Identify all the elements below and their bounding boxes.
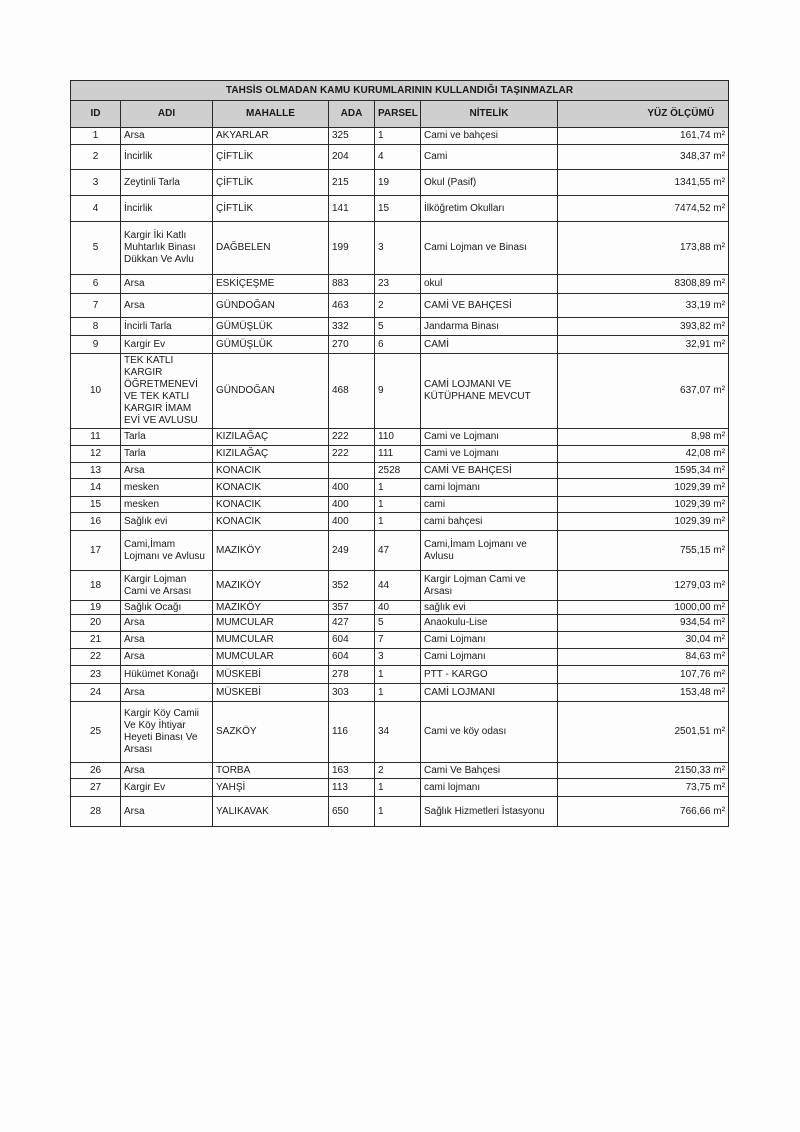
cell-id: 22 <box>71 649 121 666</box>
cell-ada: 303 <box>329 684 375 702</box>
table-row <box>71 479 729 497</box>
cell-adi: Arsa <box>121 797 213 827</box>
cell-ada: 116 <box>329 702 375 763</box>
cell-mahalle: ESKİÇEŞME <box>213 275 329 294</box>
header-mahalle: MAHALLE <box>213 101 329 128</box>
cell-nitelik: Cami ve bahçesi <box>421 128 558 145</box>
cell-yuz-olcumu: 173,88 m² <box>558 222 729 275</box>
cell-nitelik: Cami Ve Bahçesi <box>421 763 558 779</box>
cell-parsel: 34 <box>375 702 421 763</box>
table-row <box>71 222 729 275</box>
cell-adi: Tarla <box>121 446 213 463</box>
cell-yuz-olcumu: 1279,03 m² <box>558 571 729 601</box>
cell-id: 27 <box>71 779 121 797</box>
cell-adi: Arsa <box>121 128 213 145</box>
cell-id: 13 <box>71 463 121 479</box>
table-row <box>71 275 729 294</box>
cell-yuz-olcumu: 107,76 m² <box>558 666 729 684</box>
cell-parsel: 3 <box>375 222 421 275</box>
cell-parsel: 2 <box>375 294 421 318</box>
cell-id: 4 <box>71 196 121 222</box>
cell-parsel: 1 <box>375 128 421 145</box>
cell-ada: 222 <box>329 429 375 446</box>
cell-adi: Zeytinli Tarla <box>121 170 213 196</box>
table-row <box>71 463 729 479</box>
cell-yuz-olcumu: 42,08 m² <box>558 446 729 463</box>
cell-parsel: 4 <box>375 145 421 170</box>
cell-nitelik: Cami ve Lojmanı <box>421 446 558 463</box>
table-row <box>71 797 729 827</box>
cell-nitelik: İlköğretim Okulları <box>421 196 558 222</box>
cell-nitelik: Cami Lojman ve Binası <box>421 222 558 275</box>
cell-yuz-olcumu: 755,15 m² <box>558 531 729 571</box>
cell-ada: 113 <box>329 779 375 797</box>
cell-ada: 463 <box>329 294 375 318</box>
property-table <box>70 80 729 827</box>
cell-parsel: 1 <box>375 684 421 702</box>
cell-id: 25 <box>71 702 121 763</box>
cell-mahalle: KONACIK <box>213 497 329 513</box>
cell-id: 10 <box>71 354 121 429</box>
cell-ada: 141 <box>329 196 375 222</box>
cell-yuz-olcumu: 637,07 m² <box>558 354 729 429</box>
cell-mahalle: MÜSKEBİ <box>213 666 329 684</box>
table-row <box>71 196 729 222</box>
cell-ada: 325 <box>329 128 375 145</box>
cell-yuz-olcumu: 2150,33 m² <box>558 763 729 779</box>
cell-mahalle: ÇİFTLİK <box>213 145 329 170</box>
cell-parsel: 1 <box>375 666 421 684</box>
cell-ada: 400 <box>329 497 375 513</box>
cell-adi: Hükümet Konağı <box>121 666 213 684</box>
cell-mahalle: KIZILAĞAÇ <box>213 446 329 463</box>
header-yuz-olcumu: YÜZ ÖLÇÜMÜ <box>558 101 729 128</box>
table-title: TAHSİS OLMADAN KAMU KURUMLARININ KULLANDIĞI TAŞINMAZLAR <box>71 81 729 101</box>
cell-mahalle: KONACIK <box>213 513 329 531</box>
cell-nitelik: cami lojmanı <box>421 479 558 497</box>
table-row <box>71 615 729 632</box>
cell-id: 23 <box>71 666 121 684</box>
cell-adi: Arsa <box>121 763 213 779</box>
cell-parsel: 3 <box>375 649 421 666</box>
cell-adi: Arsa <box>121 463 213 479</box>
cell-nitelik: Kargir Lojman Cami ve Arsası <box>421 571 558 601</box>
cell-parsel: 1 <box>375 779 421 797</box>
cell-adi: Tarla <box>121 429 213 446</box>
cell-adi: Kargir Köy Camii Ve Köy İhtiyar Heyeti Binası Ve Arsası <box>121 702 213 763</box>
cell-mahalle: YAHŞİ <box>213 779 329 797</box>
cell-parsel: 5 <box>375 615 421 632</box>
cell-adi: Arsa <box>121 615 213 632</box>
cell-id: 14 <box>71 479 121 497</box>
cell-ada: 204 <box>329 145 375 170</box>
cell-yuz-olcumu: 934,54 m² <box>558 615 729 632</box>
cell-id: 12 <box>71 446 121 463</box>
cell-mahalle: MÜSKEBİ <box>213 684 329 702</box>
cell-ada: 400 <box>329 513 375 531</box>
table-row <box>71 429 729 446</box>
cell-adi: Arsa <box>121 275 213 294</box>
cell-yuz-olcumu: 1341,55 m² <box>558 170 729 196</box>
cell-ada: 427 <box>329 615 375 632</box>
cell-ada <box>329 463 375 479</box>
cell-id: 9 <box>71 336 121 354</box>
cell-nitelik: Cami,İmam Lojmanı ve Avlusu <box>421 531 558 571</box>
cell-id: 21 <box>71 632 121 649</box>
table-row <box>71 336 729 354</box>
cell-mahalle: ÇİFTLİK <box>213 170 329 196</box>
cell-mahalle: GÜMÜŞLÜK <box>213 336 329 354</box>
cell-parsel: 23 <box>375 275 421 294</box>
cell-nitelik: Jandarma Binası <box>421 318 558 336</box>
cell-yuz-olcumu: 2501,51 m² <box>558 702 729 763</box>
cell-parsel: 2528 <box>375 463 421 479</box>
cell-adi: Sağlık Ocağı <box>121 601 213 615</box>
cell-adi: Cami,İmam Lojmanı ve Avlusu <box>121 531 213 571</box>
cell-nitelik: cami <box>421 497 558 513</box>
cell-adi: Kargir Ev <box>121 336 213 354</box>
cell-ada: 352 <box>329 571 375 601</box>
cell-nitelik: Cami Lojmanı <box>421 649 558 666</box>
cell-parsel: 5 <box>375 318 421 336</box>
cell-adi: Arsa <box>121 294 213 318</box>
cell-parsel: 44 <box>375 571 421 601</box>
cell-parsel: 15 <box>375 196 421 222</box>
cell-mahalle: AKYARLAR <box>213 128 329 145</box>
cell-yuz-olcumu: 33,19 m² <box>558 294 729 318</box>
cell-parsel: 111 <box>375 446 421 463</box>
cell-id: 2 <box>71 145 121 170</box>
cell-nitelik: Anaokulu-Lise <box>421 615 558 632</box>
header-nitelik: NİTELİK <box>421 101 558 128</box>
cell-yuz-olcumu: 153,48 m² <box>558 684 729 702</box>
table-row <box>71 779 729 797</box>
cell-nitelik: cami bahçesi <box>421 513 558 531</box>
cell-mahalle: DAĞBELEN <box>213 222 329 275</box>
cell-id: 24 <box>71 684 121 702</box>
cell-parsel: 6 <box>375 336 421 354</box>
cell-parsel: 47 <box>375 531 421 571</box>
cell-adi: İncirlik <box>121 145 213 170</box>
cell-ada: 222 <box>329 446 375 463</box>
table-row <box>71 170 729 196</box>
cell-parsel: 1 <box>375 497 421 513</box>
cell-id: 3 <box>71 170 121 196</box>
table-row <box>71 446 729 463</box>
cell-ada: 332 <box>329 318 375 336</box>
cell-ada: 278 <box>329 666 375 684</box>
cell-ada: 357 <box>329 601 375 615</box>
table-row <box>71 684 729 702</box>
table-row <box>71 128 729 145</box>
cell-nitelik: CAMİ VE BAHÇESİ <box>421 294 558 318</box>
cell-ada: 400 <box>329 479 375 497</box>
cell-nitelik: CAMİ LOJMANI VE KÜTÜPHANE MEVCUT <box>421 354 558 429</box>
cell-yuz-olcumu: 73,75 m² <box>558 779 729 797</box>
cell-mahalle: YALIKAVAK <box>213 797 329 827</box>
cell-mahalle: KONACIK <box>213 463 329 479</box>
cell-nitelik: sağlık evi <box>421 601 558 615</box>
cell-id: 5 <box>71 222 121 275</box>
cell-nitelik: Okul (Pasif) <box>421 170 558 196</box>
cell-yuz-olcumu: 32,91 m² <box>558 336 729 354</box>
cell-id: 17 <box>71 531 121 571</box>
table-row <box>71 497 729 513</box>
cell-adi: Arsa <box>121 684 213 702</box>
cell-yuz-olcumu: 1000,00 m² <box>558 601 729 615</box>
cell-adi: Kargir Ev <box>121 779 213 797</box>
cell-mahalle: KIZILAĞAÇ <box>213 429 329 446</box>
cell-ada: 249 <box>329 531 375 571</box>
cell-ada: 199 <box>329 222 375 275</box>
cell-adi: Arsa <box>121 632 213 649</box>
cell-yuz-olcumu: 8,98 m² <box>558 429 729 446</box>
table-row <box>71 145 729 170</box>
cell-adi: mesken <box>121 479 213 497</box>
cell-ada: 604 <box>329 649 375 666</box>
cell-nitelik: CAMİ <box>421 336 558 354</box>
cell-parsel: 110 <box>375 429 421 446</box>
cell-yuz-olcumu: 766,66 m² <box>558 797 729 827</box>
cell-yuz-olcumu: 161,74 m² <box>558 128 729 145</box>
header-row <box>71 101 729 128</box>
table-row <box>71 666 729 684</box>
cell-id: 18 <box>71 571 121 601</box>
table-row <box>71 649 729 666</box>
cell-id: 6 <box>71 275 121 294</box>
cell-mahalle: KONACIK <box>213 479 329 497</box>
table-row <box>71 763 729 779</box>
cell-yuz-olcumu: 393,82 m² <box>558 318 729 336</box>
cell-mahalle: MAZIKÖY <box>213 531 329 571</box>
cell-ada: 650 <box>329 797 375 827</box>
cell-parsel: 40 <box>375 601 421 615</box>
cell-adi: Arsa <box>121 649 213 666</box>
cell-yuz-olcumu: 1029,39 m² <box>558 513 729 531</box>
cell-nitelik: okul <box>421 275 558 294</box>
cell-parsel: 2 <box>375 763 421 779</box>
table-row <box>71 601 729 615</box>
cell-ada: 163 <box>329 763 375 779</box>
cell-nitelik: Cami ve Lojmanı <box>421 429 558 446</box>
cell-ada: 270 <box>329 336 375 354</box>
cell-id: 16 <box>71 513 121 531</box>
cell-ada: 215 <box>329 170 375 196</box>
cell-ada: 604 <box>329 632 375 649</box>
cell-nitelik: cami lojmanı <box>421 779 558 797</box>
cell-adi: mesken <box>121 497 213 513</box>
cell-parsel: 7 <box>375 632 421 649</box>
table-row <box>71 294 729 318</box>
table-row <box>71 571 729 601</box>
cell-id: 19 <box>71 601 121 615</box>
cell-yuz-olcumu: 30,04 m² <box>558 632 729 649</box>
table-row <box>71 318 729 336</box>
cell-nitelik: CAMİ VE BAHÇESİ <box>421 463 558 479</box>
cell-parsel: 19 <box>375 170 421 196</box>
cell-mahalle: GÜMÜŞLÜK <box>213 318 329 336</box>
cell-yuz-olcumu: 348,37 m² <box>558 145 729 170</box>
header-parsel: PARSEL <box>375 101 421 128</box>
table-row <box>71 632 729 649</box>
cell-yuz-olcumu: 1029,39 m² <box>558 497 729 513</box>
cell-adi: Kargir Lojman Cami ve Arsası <box>121 571 213 601</box>
cell-adi: İncirli Tarla <box>121 318 213 336</box>
cell-yuz-olcumu: 8308,89 m² <box>558 275 729 294</box>
cell-mahalle: GÜNDOĞAN <box>213 354 329 429</box>
cell-id: 20 <box>71 615 121 632</box>
cell-id: 11 <box>71 429 121 446</box>
cell-nitelik: CAMİ LOJMANI <box>421 684 558 702</box>
cell-yuz-olcumu: 1595,34 m² <box>558 463 729 479</box>
cell-yuz-olcumu: 1029,39 m² <box>558 479 729 497</box>
cell-ada: 883 <box>329 275 375 294</box>
cell-mahalle: MUMCULAR <box>213 632 329 649</box>
cell-mahalle: ÇİFTLİK <box>213 196 329 222</box>
cell-id: 8 <box>71 318 121 336</box>
cell-id: 15 <box>71 497 121 513</box>
cell-id: 7 <box>71 294 121 318</box>
cell-yuz-olcumu: 84,63 m² <box>558 649 729 666</box>
cell-mahalle: MAZIKÖY <box>213 571 329 601</box>
cell-id: 28 <box>71 797 121 827</box>
cell-mahalle: MUMCULAR <box>213 649 329 666</box>
cell-mahalle: GÜNDOĞAN <box>213 294 329 318</box>
cell-id: 1 <box>71 128 121 145</box>
header-id: ID <box>71 101 121 128</box>
cell-adi: İncirlik <box>121 196 213 222</box>
cell-nitelik: PTT - KARGO <box>421 666 558 684</box>
table-row <box>71 531 729 571</box>
cell-mahalle: TORBA <box>213 763 329 779</box>
cell-parsel: 1 <box>375 479 421 497</box>
table-row <box>71 702 729 763</box>
cell-adi: Kargir İki Katlı Muhtarlık Binası Dükkan Ve Avlu <box>121 222 213 275</box>
cell-nitelik: Cami ve köy odası <box>421 702 558 763</box>
cell-ada: 468 <box>329 354 375 429</box>
header-adi: ADI <box>121 101 213 128</box>
header-ada: ADA <box>329 101 375 128</box>
cell-adi: TEK KATLI KARGIR ÖĞRETMENEVİ VE TEK KATLI KARGIR İMAM EVİ VE AVLUSU <box>121 354 213 429</box>
cell-nitelik: Cami <box>421 145 558 170</box>
cell-nitelik: Sağlık Hizmetleri İstasyonu <box>421 797 558 827</box>
cell-parsel: 1 <box>375 513 421 531</box>
cell-adi: Sağlık evi <box>121 513 213 531</box>
cell-id: 26 <box>71 763 121 779</box>
cell-mahalle: SAZKÖY <box>213 702 329 763</box>
cell-yuz-olcumu: 7474,52 m² <box>558 196 729 222</box>
table-row <box>71 513 729 531</box>
cell-mahalle: MAZIKÖY <box>213 601 329 615</box>
cell-mahalle: MUMCULAR <box>213 615 329 632</box>
cell-parsel: 9 <box>375 354 421 429</box>
cell-parsel: 1 <box>375 797 421 827</box>
cell-nitelik: Cami Lojmanı <box>421 632 558 649</box>
table-body <box>71 128 729 827</box>
table-row <box>71 354 729 429</box>
